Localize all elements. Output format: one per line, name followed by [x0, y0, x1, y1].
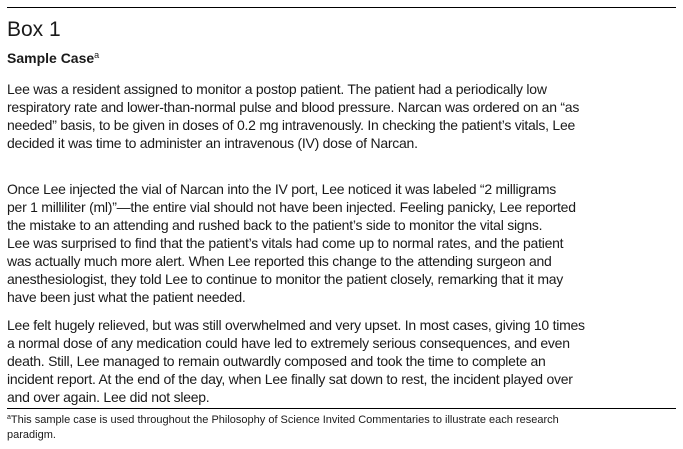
paragraph-line: Lee was a resident assigned to monitor a postop patient. The patient had a periodically low: [7, 81, 547, 97]
paragraph-3: [7, 316, 679, 406]
paragraph-line: the mistake to an attending and rushed back to the patient’s side to monitor the vital signs.: [7, 217, 543, 233]
paragraph-line: a normal dose of any medication could have led to extremely serious consequences, and even: [7, 335, 570, 351]
paragraph-1: [7, 80, 679, 152]
paragraph-line: per 1 milliliter (ml)”—the entire vial should not have been injected. Feeling panicky, Lee reported: [7, 199, 576, 215]
footnote-line: [7, 413, 679, 428]
footnote-text: This sample case is used throughout the Philosophy of Science Invited Commentaries to illustrate each research: [10, 414, 559, 426]
footnote-marker: a: [94, 50, 100, 60]
box-title: Box 1: [7, 18, 61, 41]
paragraph-line: Once Lee injected the vial of Narcan into the IV port, Lee noticed it was labeled “2 milligrams: [7, 181, 556, 197]
paragraph-line: decided it was time to administer an intravenous (IV) dose of Narcan.: [7, 135, 418, 151]
paragraph-line: respiratory rate and lower-than-normal pulse and blood pressure. Narcan was ordered on an “as: [7, 99, 580, 115]
paragraph-line: death. Still, Lee managed to remain outwardly composed and took the time to complete an: [7, 353, 546, 369]
top-rule: [7, 7, 676, 8]
paragraph-line: was actually much more alert. When Lee reported this change to the attending surgeon and: [7, 253, 552, 269]
paragraph-line: anesthesiologist, they told Lee to continue to monitor the patient closely, remarking that it may: [7, 271, 564, 287]
paragraph-2: [7, 180, 679, 306]
paragraph-line: have been just what the patient needed.: [7, 289, 246, 305]
paragraph-line: Lee was surprised to find that the patient’s vitals had come up to normal rates, and the patient: [7, 235, 564, 251]
footnote-rule: [7, 408, 676, 409]
paragraph-line: Lee felt hugely relieved, but was still overwhelmed and very upset. In most cases, giving 10 times: [7, 317, 585, 333]
footnote: [7, 413, 679, 443]
box-subtitle-text: Sample Case: [7, 50, 95, 66]
paragraph-line: incident report. At the end of the day, when Lee finally sat down to rest, the incident played over: [7, 371, 573, 387]
paragraph-line: needed” basis, to be given in doses of 0.2 mg intravenously. In checking the patient’s vitals, Lee: [7, 117, 576, 133]
footnote-mark: a: [7, 414, 11, 421]
footnote-line: paradigm.: [7, 429, 56, 441]
paragraph-line: and over again. Lee did not sleep.: [7, 389, 210, 405]
box-subtitle: [7, 50, 99, 67]
